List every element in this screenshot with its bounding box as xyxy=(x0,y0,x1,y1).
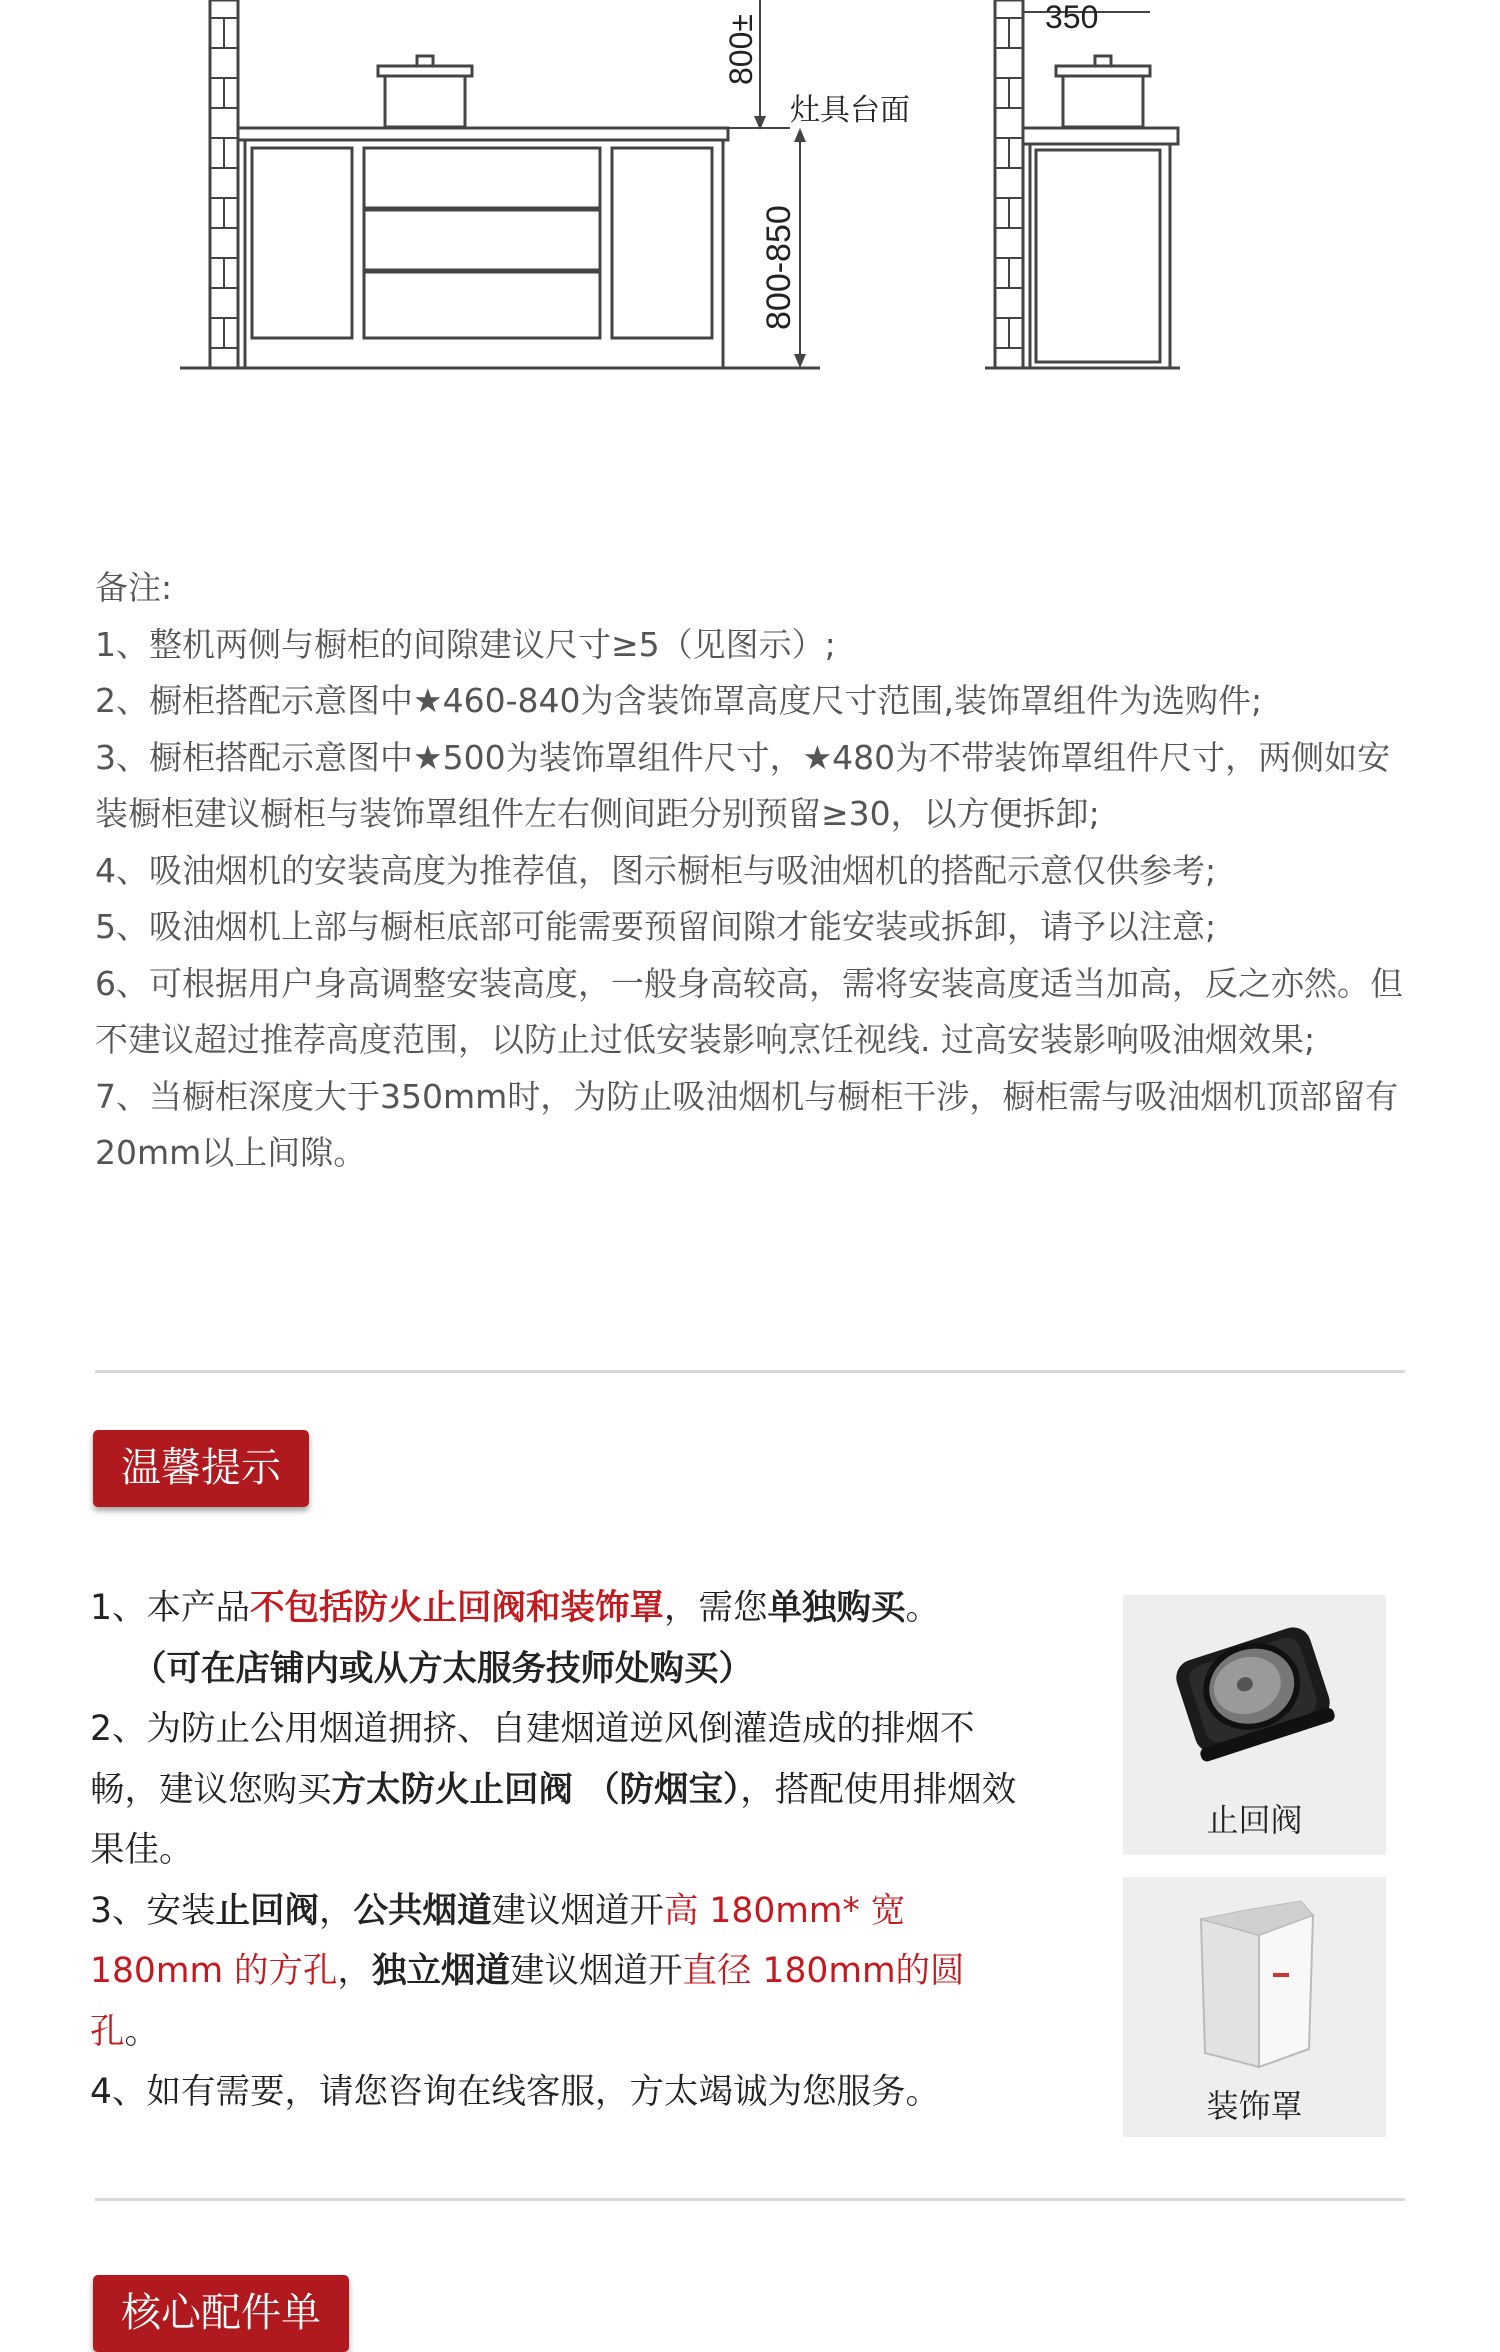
tip-1-bold: 单独购买 xyxy=(767,1588,906,1628)
core-parts-section-title: 核心配件单 xyxy=(93,2275,349,2352)
section-divider-2 xyxy=(95,2198,1405,2201)
notes-block xyxy=(95,560,1415,1182)
note-item-6: 6、可根据用户身高调整安装高度，一般身高较高，需将安装高度适当加高，反之亦然。但不建议超过推荐高度范围，以防止过低安装影响烹饪视线. 过高安装影响吸油烟效果; xyxy=(95,963,1403,1059)
tip-3-text-a: 3、安装 xyxy=(90,1890,216,1931)
tip-1-note-text: （可在店铺内或从方太服务技师处购买） xyxy=(132,1648,753,1689)
product-name-check-valve: 止回阀 xyxy=(1206,1801,1303,1839)
decorative-cover-image xyxy=(1123,1877,1386,2077)
installation-diagram xyxy=(0,0,1500,420)
product-card-decorative-cover xyxy=(1123,1877,1386,2137)
cabinet-left xyxy=(238,128,728,368)
note-item-1: 1、整机两侧与橱柜的间隙建议尺寸≥5（见图示）; xyxy=(95,624,836,664)
pot-left xyxy=(378,56,472,127)
tip-1 xyxy=(90,1578,1020,1639)
tip-2-bold: 方太防火止回阀 （防烟宝） xyxy=(331,1769,741,1810)
tip-1-text-e: 。 xyxy=(905,1588,940,1628)
tip-1-text-c: ，需您 xyxy=(663,1588,768,1628)
tip-3 xyxy=(90,1881,1020,2063)
tip-3-text-e: 建议烟道开 xyxy=(491,1890,664,1931)
notes-title: 备注: xyxy=(95,568,173,607)
tip-3-text-g: ， xyxy=(337,1951,373,1991)
pot-right xyxy=(1056,56,1150,127)
tip-3-highlight-f: 高 180mm* 宽180mm 的方孔 xyxy=(90,1890,906,1991)
product-name-decorative-cover: 装饰罩 xyxy=(1206,2087,1303,2125)
label-800-850: 800-850 xyxy=(760,205,798,330)
note-item-7: 7、当橱柜深度大于350mm时，为防止吸油烟机与橱柜干涉，橱柜需与吸油烟机顶部留有20mm以上间隙。 xyxy=(95,1076,1399,1172)
tip-1-highlight: 不包括防火止回阀和装饰罩 xyxy=(249,1588,664,1628)
cabinet-right xyxy=(1023,128,1178,368)
tip-3-text-c: ， xyxy=(318,1890,354,1931)
label-350: 350 xyxy=(1045,0,1099,35)
right-wall xyxy=(995,0,1023,368)
tip-3-highlight-j: 直径 180mm的圆孔 xyxy=(90,1951,965,2052)
label-cooktop: 灶具台面 xyxy=(790,93,910,128)
tip-2-text-a: 2、为防止公用烟道拥挤、自建烟道逆风倒灌造成的排烟不畅，建议您购买 xyxy=(90,1709,975,1810)
product-card-check-valve xyxy=(1123,1595,1386,1855)
tip-4: 4、如有需要，请您咨询在线客服，方太竭诚为您服务。 xyxy=(90,2072,940,2112)
note-item-5: 5、吸油烟机上部与橱柜底部可能需要预留间隙才能安装或拆卸，请予以注意; xyxy=(95,907,1217,946)
tip-1-text-a: 1、本产品 xyxy=(90,1588,250,1628)
tip-3-text-i: 建议烟道开 xyxy=(510,1951,683,1991)
left-wall xyxy=(210,0,238,368)
tip-2 xyxy=(90,1699,1020,1881)
tip-1-note xyxy=(90,1639,1020,1700)
tip-3-bold-d: 公共烟道 xyxy=(353,1890,492,1931)
tip-3-bold-h: 独立烟道 xyxy=(372,1951,511,1991)
tips-block xyxy=(90,1578,1020,2123)
tip-2-text-c: ，搭配使用排烟效果佳。 xyxy=(90,1769,1017,1870)
section-divider-1 xyxy=(95,1370,1405,1373)
label-800-plus: 800± xyxy=(723,14,759,85)
check-valve-image xyxy=(1123,1595,1386,1795)
tip-3-bold-b: 止回阀 xyxy=(215,1890,319,1931)
note-item-4: 4、吸油烟机的安装高度为推荐值，图示橱柜与吸油烟机的搭配示意仅供参考; xyxy=(95,850,1217,890)
tips-section-title: 温馨提示 xyxy=(93,1430,309,1507)
note-item-2: 2、橱柜搭配示意图中★460-840为含装饰罩高度尺寸范围,装饰罩组件为选购件; xyxy=(95,681,1263,720)
note-item-3: 3、橱柜搭配示意图中★500为装饰罩组件尺寸，★480为不带装饰罩组件尺寸，两侧如安装橱柜建议橱柜与装饰罩组件左右侧间距分别预留≥30，以方便拆卸; xyxy=(95,737,1391,833)
tip-3-text-k: 。 xyxy=(124,2011,159,2052)
